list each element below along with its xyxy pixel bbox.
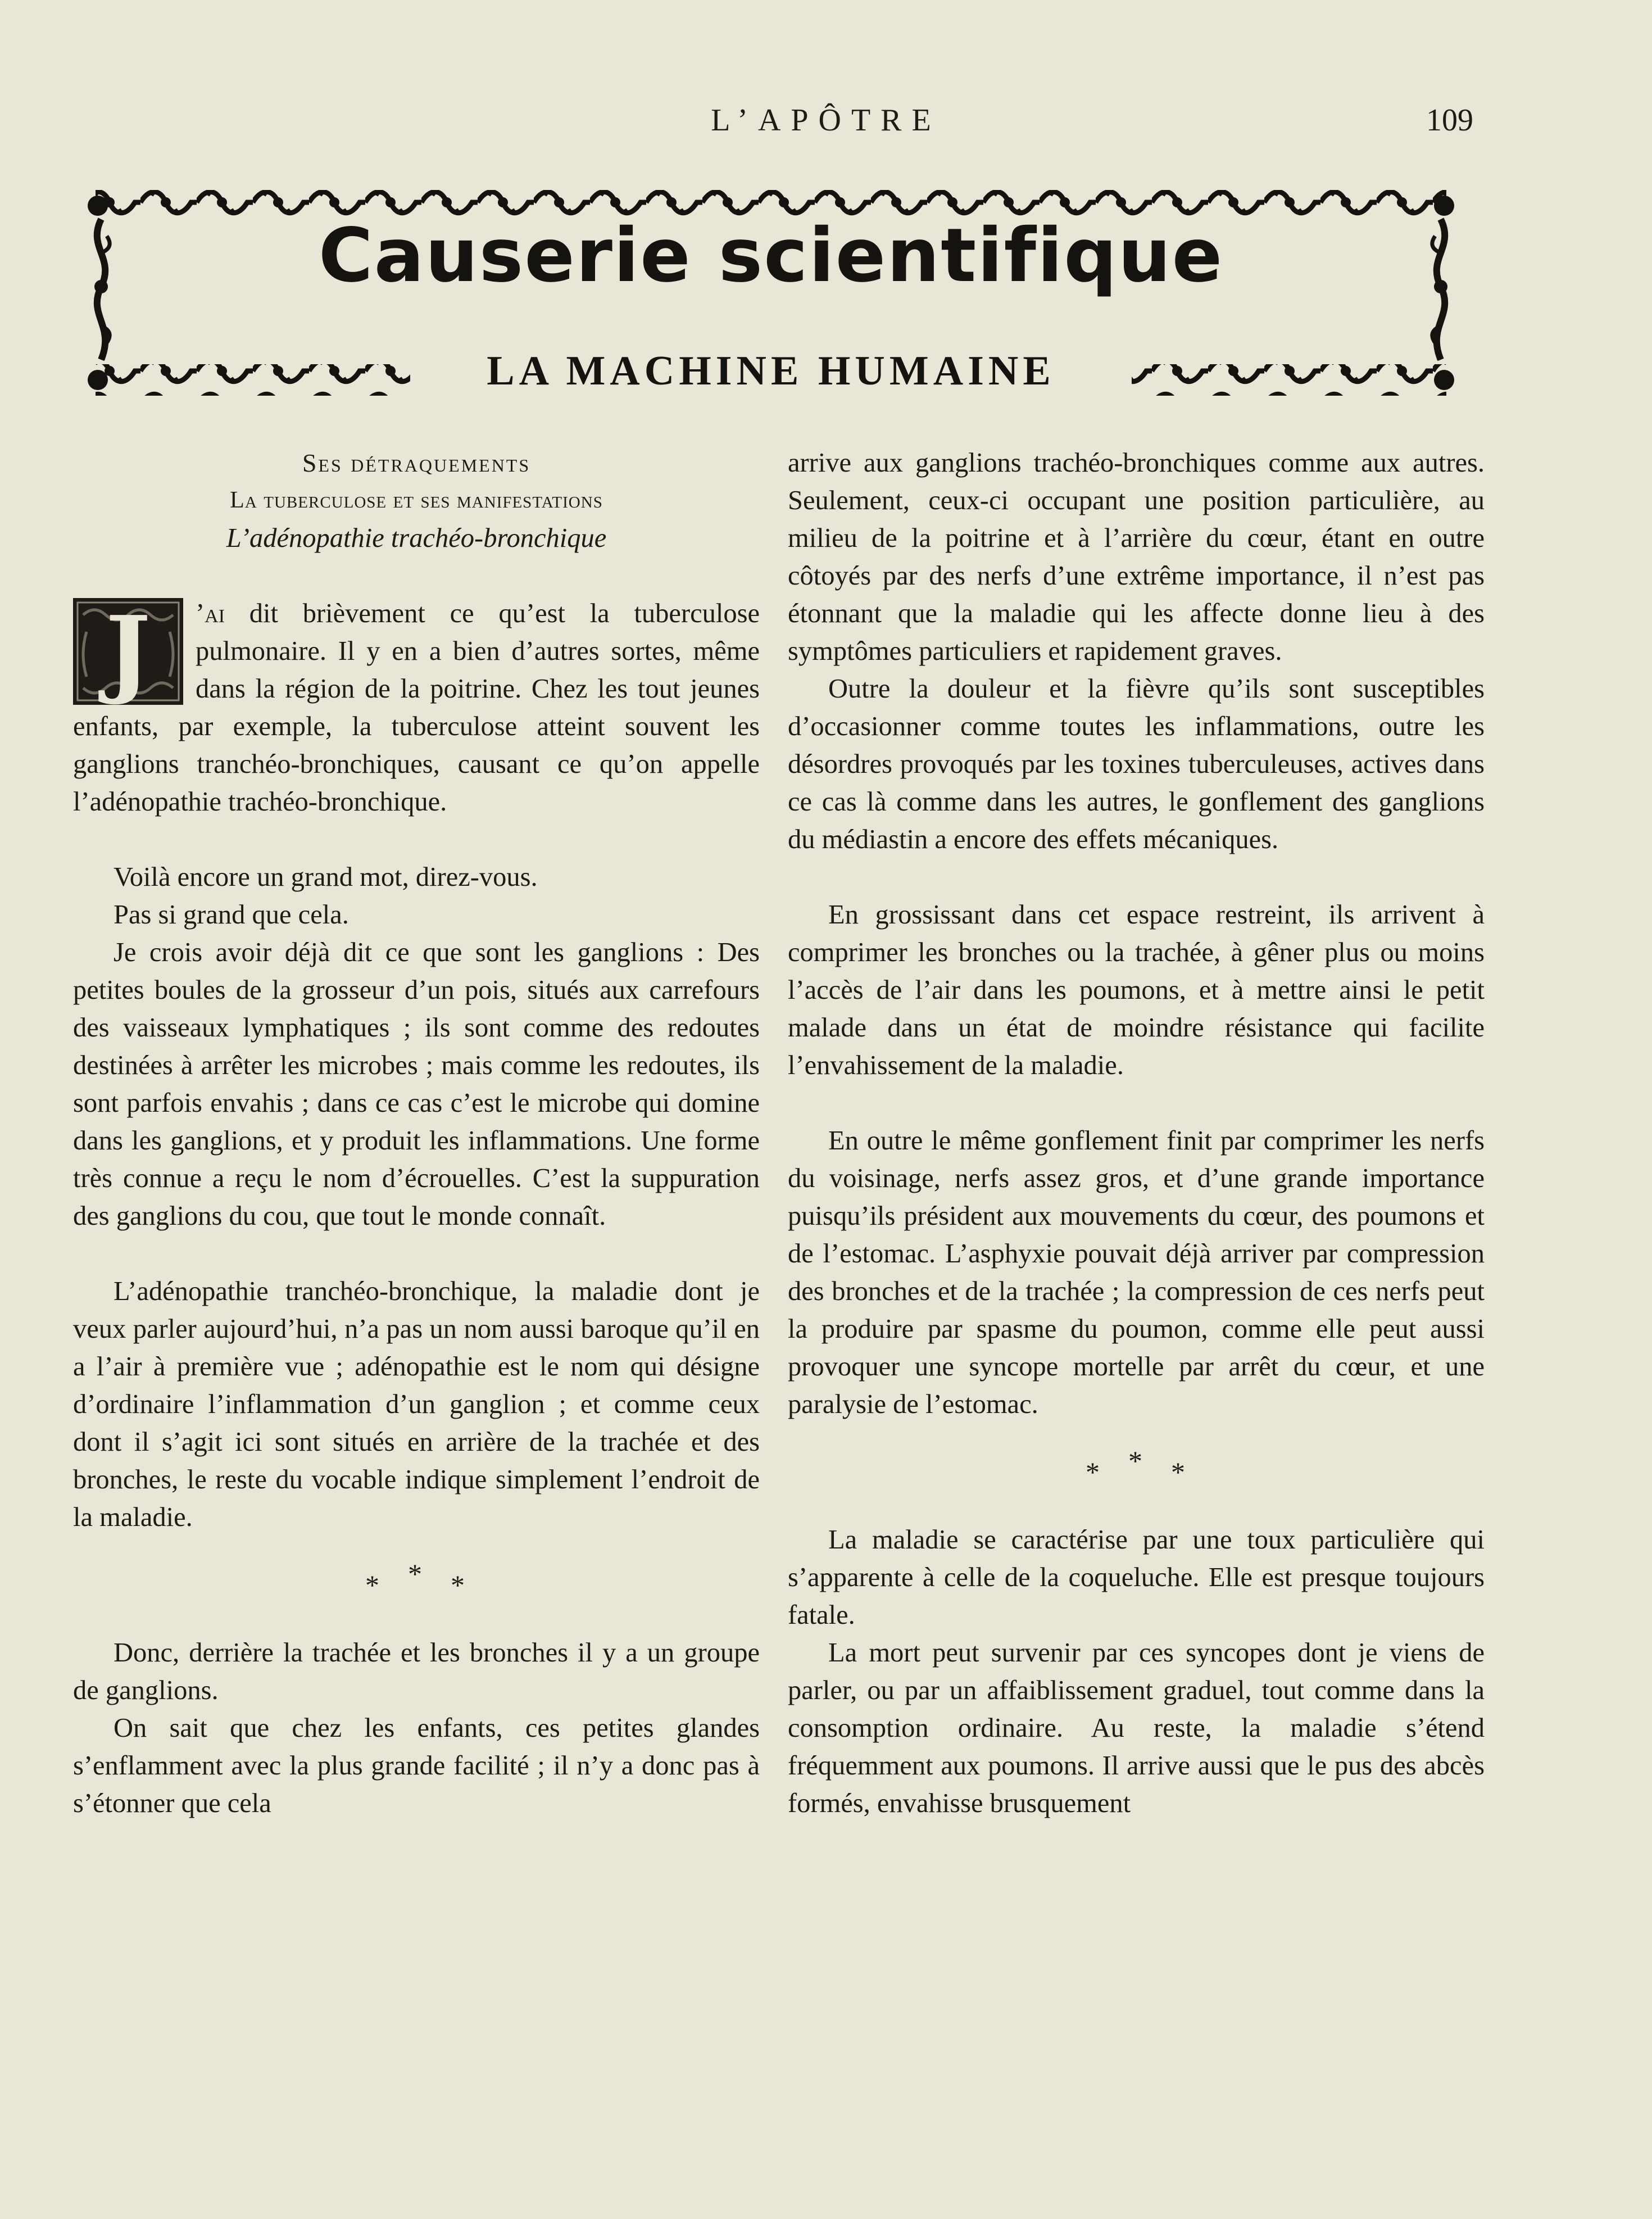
drop-cap-letter: J <box>105 595 151 708</box>
asterism-star: * <box>1171 1456 1185 1488</box>
running-title: L’APÔTRE <box>711 103 941 138</box>
first-word-rest: ’ai <box>196 599 225 628</box>
asterism <box>73 1536 760 1611</box>
sub-heading: La tuberculose et ses manifestations <box>230 487 603 513</box>
paragraph: arrive aux ganglions trachéo-bronchiques comme aux autres. Seulement, ceux-ci occupant une position particulière, au milieu de la poitrine et à l’arrière du cœur, étant en outre côtoyés par des nerfs d’une extrême importance, il n’est pas étonnant que la maladie qui les affecte donne lieu à des symptômes particuliers et rapidement graves. <box>788 448 1485 666</box>
spacer <box>73 821 760 858</box>
drop-cap <box>73 595 183 708</box>
paragraph: Donc, derrière la trachée et les bronches il y a un groupe de ganglions. <box>73 1638 760 1705</box>
opening-paragraph <box>73 595 760 821</box>
spacer <box>788 1498 1485 1521</box>
running-head <box>0 102 1652 147</box>
asterism-star: * <box>408 1558 422 1589</box>
spacer <box>73 1611 760 1634</box>
right-column <box>788 444 1485 1822</box>
paragraph: Outre la douleur et la fièvre qu’ils sont susceptibles d’occasionner comme toutes les inflammations, outre les désordres provoqués par les toxines tuberculeuses, actives dans ce cas là comme dans les autres, le gonflement des ganglions du médiastin a encore des effets mécaniques. <box>788 674 1485 854</box>
title-banner <box>84 185 1458 405</box>
banner-subtitle: LA MACHINE HUMAINE <box>487 348 1055 394</box>
asterism-star: * <box>451 1569 465 1601</box>
paragraph: En outre le même gonflement finit par comprimer les nerfs du voisinage, nerfs assez gros, et d’une grande importance puisqu’ils président aux mouvements du cœur, des poumons et de l’estomac. L’asphyxie pouvait déjà arriver par compression des bronches et de la trachée ; la compression de ces nerfs peut la produire par spasme du poumon, comme elle peut aussi provoquer une syncope mortelle par arrêt du cœur, et une paralysie de l’estomac. <box>788 1126 1485 1419</box>
asterism <box>788 1423 1485 1498</box>
asterism-star: * <box>365 1569 379 1601</box>
spacer <box>73 1235 760 1272</box>
spacer <box>788 1084 1485 1122</box>
paragraph: On sait que chez les enfants, ces petites glandes s’enflamment avec la plus grande facilité ; il n’y a donc pas à s’étonner que cela <box>73 1713 760 1818</box>
paragraph: En grossissant dans cet espace restreint, ils arrivent à comprimer les bronches ou la trachée, à gêner plus ou moins l’accès de l’air dans les poumons, et à mettre ainsi le petit malade dans un état de moindre résistance qui facilite l’envahissement de la maladie. <box>788 900 1485 1080</box>
paragraph: Je crois avoir déjà dit ce que sont les ganglions : Des petites boules de la grosseur d’un pois, situés aux carrefours des vaisseaux lymphatiques ; ils sont comme des redoutes destinées à arrêter les microbes ; mais comme les redoutes, ils sont parfois envahis ; dans ce cas c’est le microbe qui domine dans les ganglions, et y produit les inflammations. Une forme très connue a reçu le nom d’écrouelles. C’est la suppuration des ganglions du cou, que tout le monde connaît. <box>73 938 760 1231</box>
paragraph: Voilà encore un grand mot, direz-vous. <box>114 862 538 892</box>
paragraph: La mort peut survenir par ces syncopes dont je viens de parler, ou par un affaiblissement graduel, tout comme dans la consomption ordinaire. Au reste, la maladie s’étend fréquemment aux poumons. Il arrive aussi que le pus des abcès formés, envahisse brusquement <box>788 1638 1485 1818</box>
spacer <box>788 858 1485 896</box>
page-number: 109 <box>1426 103 1473 138</box>
asterism-star: * <box>1128 1445 1142 1477</box>
paragraph: La maladie se caractérise par une toux particulière qui s’apparente à celle de la coqueluche. Elle est presque toujours fatale. <box>788 1525 1485 1630</box>
asterism-star: * <box>1086 1456 1100 1488</box>
paragraph-text: dit brièvement ce qu’est la tuberculose pulmonaire. Il y en a bien d’autres sortes, même dans la région de la poitrine. Chez les tout jeunes enfants, par exemple, la tuberculose atteint souvent les ganglions tranchéo-bronchiques, causant ce qu’on appelle l’adénopathie trachéo-bronchique. <box>73 599 760 817</box>
paragraph: Pas si grand que cela. <box>114 900 349 930</box>
section-heading: Ses détraquements <box>302 449 531 477</box>
banner-title: Causerie scientifique <box>318 212 1224 299</box>
left-column <box>73 444 760 1822</box>
paragraph: L’adénopathie tranchéo-bronchique, la maladie dont je veux parler aujourd’hui, n’a pas un nom aussi baroque qu’il en a l’air à première vue ; adénopathie est le nom qui désigne d’ordinaire l’inflammation d’un ganglion ; et comme ceux dont il s’agit ici sont situés en arrière de la trachée et des bronches, le reste du vocable indique simplement l’endroit de la maladie. <box>73 1276 760 1532</box>
italic-heading: L’adénopathie trachéo-bronchique <box>226 523 607 553</box>
